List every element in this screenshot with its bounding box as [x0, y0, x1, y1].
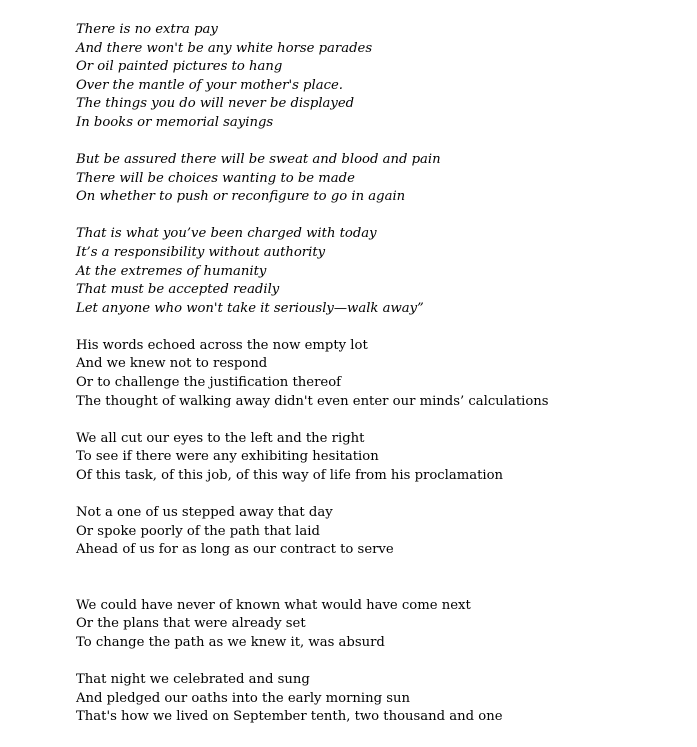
stanza-3 — [76, 225, 676, 318]
poem-line: We all cut our eyes to the left and the right — [76, 430, 365, 446]
poem-line: Or spoke poorly of the path that laid — [76, 523, 320, 539]
poem-line: And there won't be any white horse parades — [76, 40, 373, 56]
poem-line: That must be accepted readily — [76, 282, 280, 298]
poem-line: Over the mantle of your mother's place. — [76, 77, 343, 93]
poem-line: That's how we lived on September tenth, two thousand and one — [76, 709, 503, 725]
poem-line: The things you do will never be displayed — [76, 96, 355, 112]
poem-line: That is what you’ve been charged with today — [76, 226, 377, 242]
stanza-7 — [76, 597, 676, 653]
poem-line: And pledged our oaths into the early morning sun — [76, 690, 411, 706]
poem-line: To change the path as we knew it, was absurd — [76, 634, 385, 650]
stanza-5 — [76, 430, 676, 486]
poem-line: Or oil painted pictures to hang — [76, 59, 283, 75]
poem-line: His words echoed across the now empty lot — [76, 337, 368, 353]
poem-line: On whether to push or reconfigure to go in again — [76, 189, 406, 205]
poem-line: The thought of walking away didn't even enter our minds’ calculations — [76, 393, 549, 409]
poem-document — [76, 21, 676, 745]
poem-line: There is no extra pay — [76, 22, 218, 37]
poem-line: And we knew not to respond — [76, 356, 268, 372]
poem-line: We could have never of known what would have come next — [76, 597, 471, 613]
stanza-1 — [76, 21, 676, 133]
stanza-2 — [76, 151, 676, 207]
poem-line: Not a one of us stepped away that day — [76, 504, 333, 520]
poem-line: Let anyone who won't take it seriously—walk away” — [76, 300, 424, 316]
stanza-6 — [76, 504, 676, 560]
stanza-8 — [76, 671, 676, 727]
poem-line: At the extremes of humanity — [76, 263, 267, 279]
poem-line: In books or memorial sayings — [76, 114, 274, 130]
poem-line: Of this task, of this job, of this way of life from his proclamation — [76, 467, 504, 483]
poem-line: Or to challenge the justification thereof — [76, 375, 342, 390]
poem-line: Or the plans that were already set — [76, 616, 306, 632]
poem-line: That night we celebrated and sung — [76, 672, 310, 688]
stanza-4 — [76, 337, 676, 411]
poem-line: It’s a responsibility without authority — [76, 244, 326, 260]
poem-line: To see if there were any exhibiting hesitation — [76, 449, 379, 465]
poem-line: There will be choices wanting to be made — [76, 170, 355, 186]
poem-line: But be assured there will be sweat and blood and pain — [76, 152, 441, 168]
poem-line: Ahead of us for as long as our contract to serve — [76, 542, 394, 558]
